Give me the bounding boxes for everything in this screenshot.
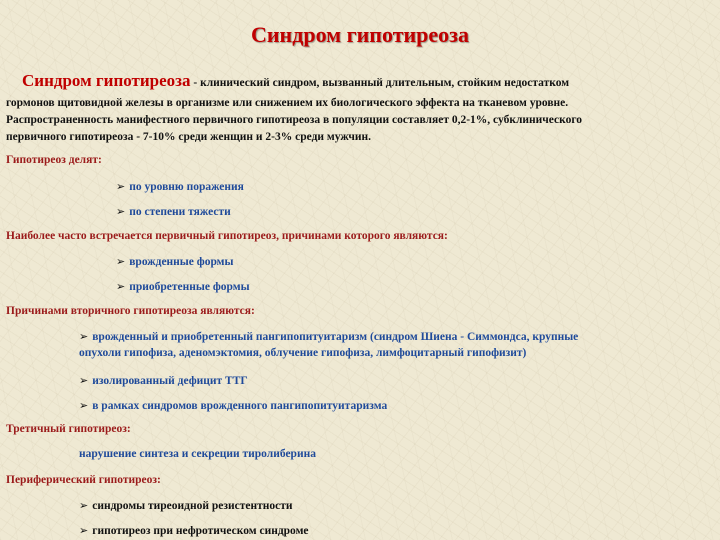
- secondary-item-congenital-syndromes: ➢ в рамках синдромов врожденного пангипопитуитаризма: [79, 399, 388, 412]
- intro-first-line: [22, 72, 569, 92]
- divide-item-level: ➢ по уровню поражения: [116, 180, 244, 193]
- primary-item-acquired: ➢ приобретенные формы: [116, 280, 250, 293]
- primary-item-congenital: ➢ врожденные формы: [116, 255, 234, 268]
- arrow-icon: ➢: [79, 374, 89, 387]
- arrow-icon: ➢: [116, 205, 126, 218]
- intro-definition: - клинический синдром, вызванный длительным, стойким недостатком: [190, 77, 570, 89]
- arrow-icon: ➢: [116, 255, 126, 268]
- secondary-item-panhypopituitarism-cont: опухоли гипофиза, аденомэктомия, облучение гипофиза, лимфоцитарный гипофизит): [79, 347, 527, 359]
- intro-line-2: гормонов щитовидной железы в организме или снижением их биологического эффекта на тканевом уровне.: [6, 97, 569, 109]
- page-title: Синдром гипотиреоза: [250, 22, 470, 47]
- arrow-icon: ➢: [116, 280, 126, 293]
- intro-line-3: Распространенность манифестного первичного гипотиреоза в популяции составляет 0,2-1%, субклинического: [6, 114, 583, 126]
- intro-line-4: первичного гипотиреоза - 7-10% среди женщин и 2-3% среди мужчин.: [6, 131, 371, 143]
- secondary-item-panhypopituitarism: ➢ врожденный и приобретенный пангипопитуитаризм (синдром Шиена - Симмондса, крупные: [79, 330, 579, 343]
- peripheral-item-resistance: ➢ синдромы тиреоидной резистентности: [79, 499, 293, 512]
- arrow-icon: ➢: [79, 499, 89, 512]
- primary-heading: Наиболее часто встречается первичный гипотиреоз, причинами которого являются:: [6, 230, 448, 242]
- tertiary-text: нарушение синтеза и секреции тиролиберина: [79, 448, 316, 460]
- arrow-icon: ➢: [79, 330, 89, 343]
- secondary-item-tsh-deficit: ➢ изолированный дефицит ТТГ: [79, 374, 248, 387]
- tertiary-heading: Третичный гипотиреоз:: [6, 423, 131, 435]
- peripheral-item-nephrotic: ➢ гипотиреоз при нефротическом синдроме: [79, 524, 309, 537]
- intro-term: Синдром гипотиреоза: [22, 71, 191, 90]
- peripheral-heading: Периферический гипотиреоз:: [6, 474, 161, 486]
- arrow-icon: ➢: [79, 399, 89, 412]
- arrow-icon: ➢: [79, 524, 89, 537]
- divide-item-severity: ➢ по степени тяжести: [116, 205, 231, 218]
- arrow-icon: ➢: [116, 180, 126, 193]
- divide-heading: Гипотиреоз делят:: [6, 154, 102, 166]
- secondary-heading: Причинами вторичного гипотиреоза являются:: [6, 305, 255, 317]
